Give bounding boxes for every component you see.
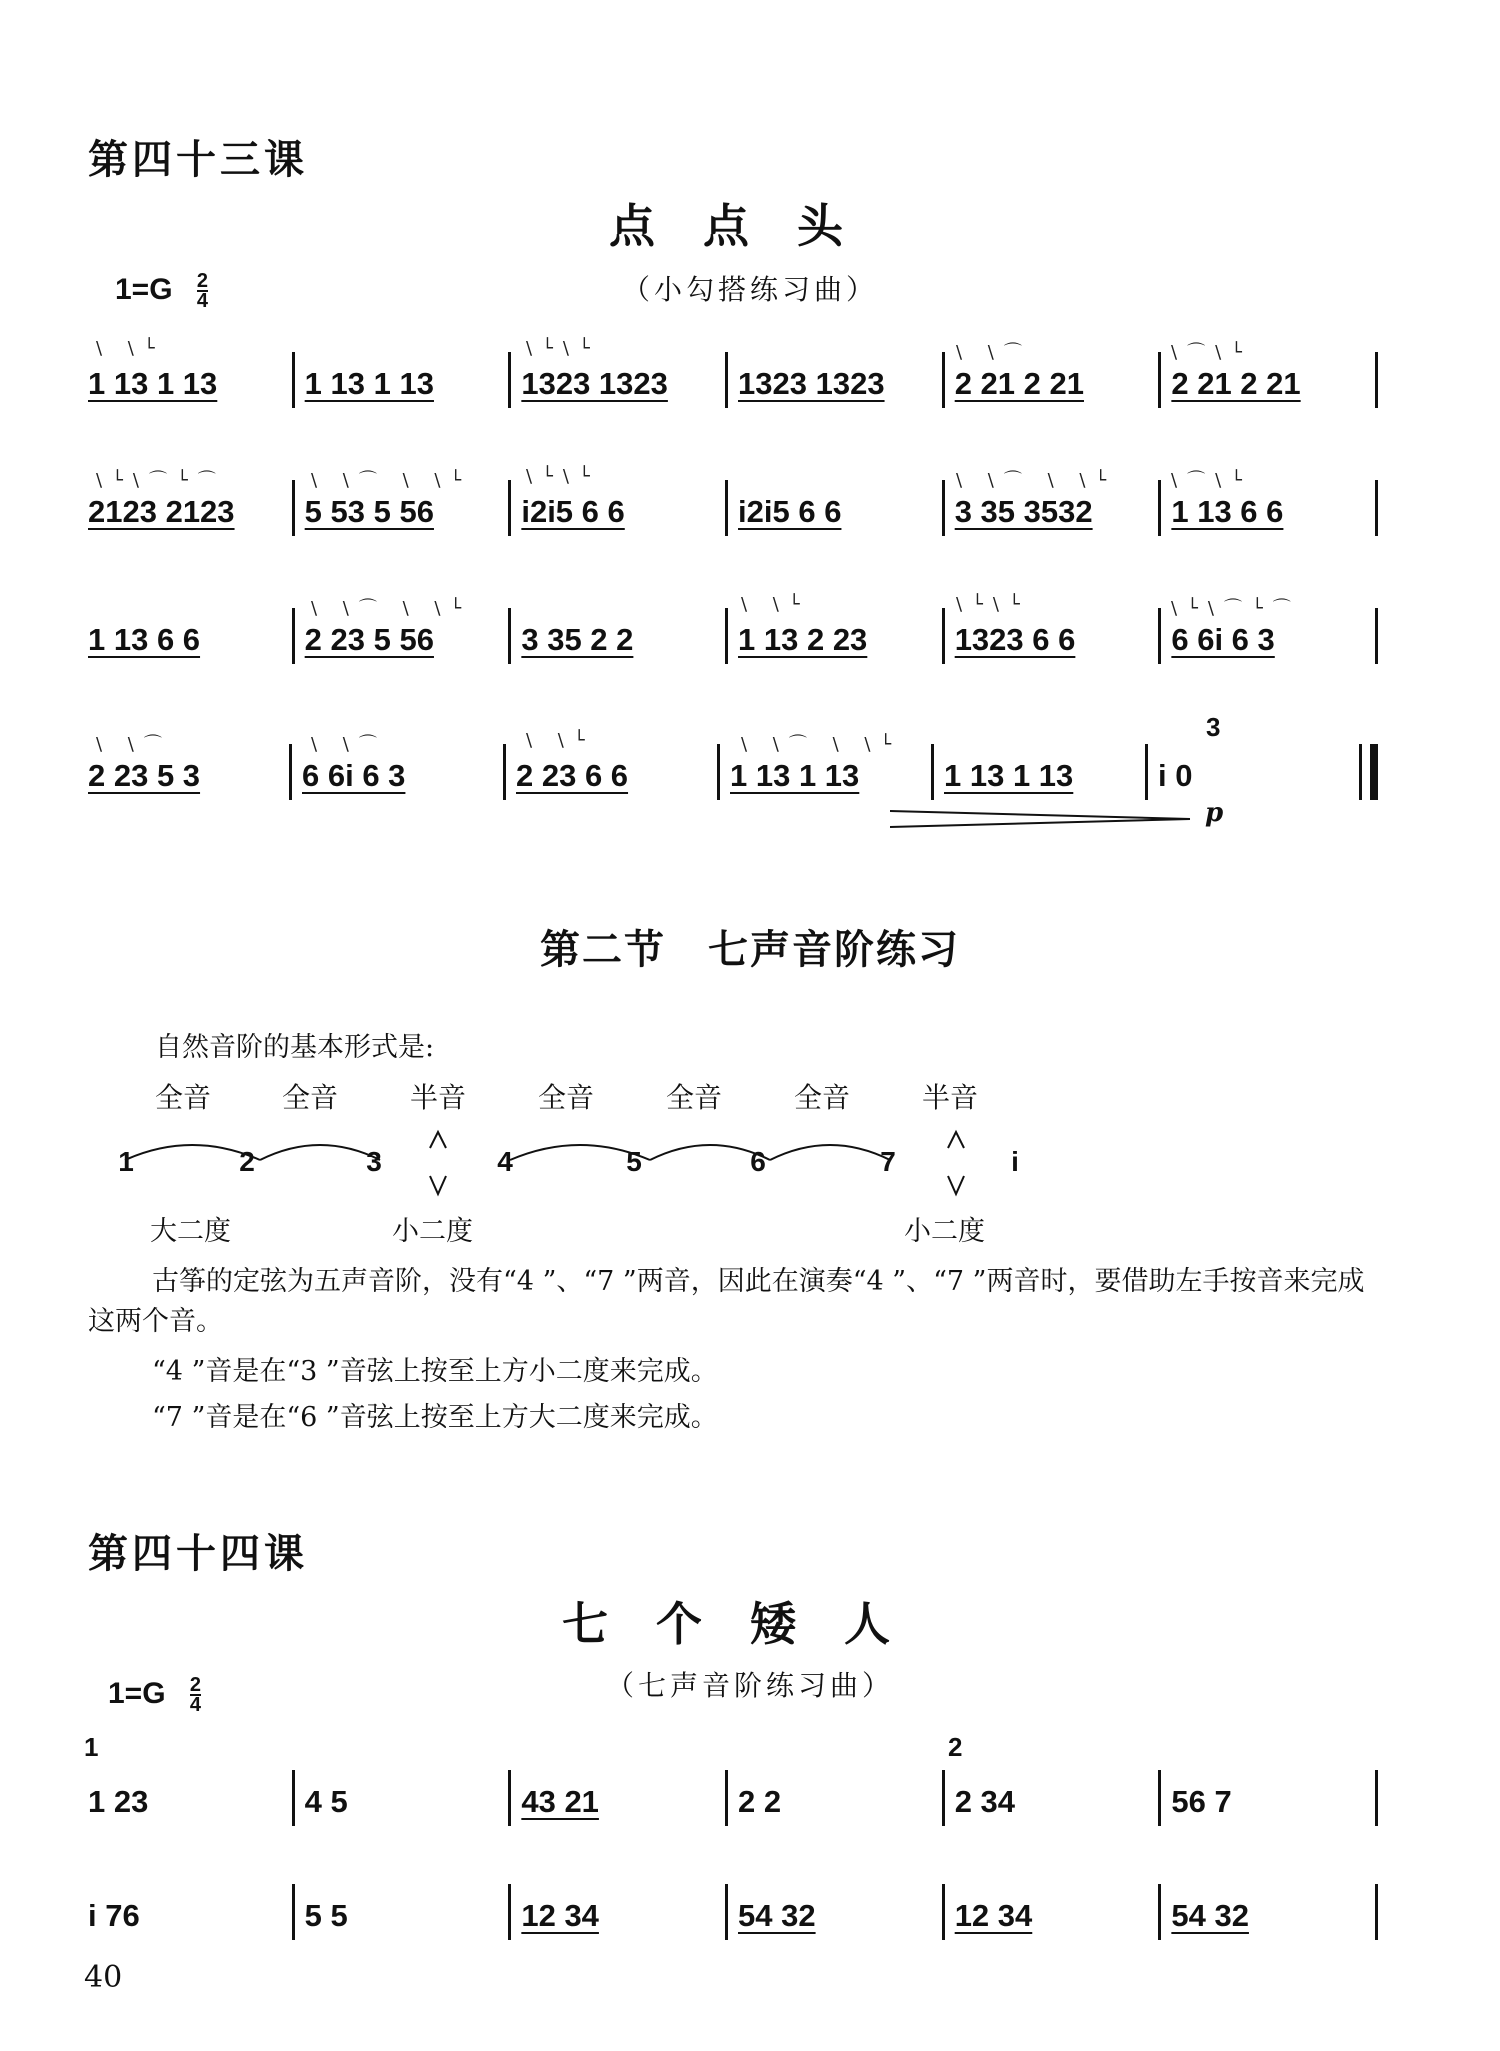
interval-minor-second: 小二度 [904,1216,985,1247]
scale-note: 5 [626,1146,642,1177]
score-row-6 [88,1880,1378,1940]
song-subtitle: （小勾搭练习曲） [621,273,878,306]
measure-notes: 56 7 [1171,1784,1232,1819]
fingering-mark: \ \⌒ \ \└ [311,598,472,619]
measure-notes: 3 35 2 2 [521,622,634,657]
measure-notes: 1 23 [88,1784,149,1819]
measure [725,608,942,664]
scale-intro: 自然音阶的基本形式是: [155,1032,435,1063]
measure-notes: 12 34 [521,1898,599,1933]
song-subtitle: （七声音阶练习曲） [605,1669,894,1702]
measure [1158,352,1375,408]
measure [292,1770,509,1826]
final-barline [1359,744,1378,800]
measure-notes: 2 2 [738,1784,782,1819]
measure-notes: 43 21 [521,1784,599,1819]
measure [942,352,1159,408]
interval-label: 全音 [665,1081,722,1114]
measure [88,608,292,664]
scale-note: 2 [239,1146,255,1177]
measure [88,1770,292,1826]
measure-notes: i2i5 6 6 [738,494,842,529]
measure [508,352,725,408]
fingering-mark: \ \└ [526,730,595,751]
measure [942,480,1159,536]
measure-notes: 2 21 2 21 [954,366,1084,401]
measure [931,744,1145,800]
measure-notes: 1 13 2 23 [738,622,868,657]
measure [289,744,503,800]
finger-number: 2 [948,1732,963,1762]
section-heading: 第二节 七声音阶练习 [540,927,960,973]
barline [1375,480,1378,536]
measure [1158,1884,1375,1940]
score-row-1 [88,348,1378,408]
song-title-qigeairen: 七个矮人 [562,1597,938,1651]
key-signature [108,1676,201,1714]
score-row-2 [88,476,1378,536]
measure-notes: 1 13 1 13 [730,758,860,793]
measure-notes: 54 32 [738,1898,816,1933]
fingering-mark: \ \⌒ [956,342,1032,363]
measure [725,352,942,408]
measure-notes: 4 5 [304,1784,348,1819]
measure [508,1770,725,1826]
measure-notes: 54 32 [1171,1898,1249,1933]
time-top: 2 [196,270,209,292]
measure [942,1770,1159,1826]
time-bottom: 4 [189,1694,202,1716]
measure [725,480,942,536]
interval-major-second: 大二度 [150,1216,231,1247]
scale-note: i [1011,1146,1019,1177]
interval-label: 半音 [921,1081,978,1114]
fingering-mark: \ \⌒ [311,734,387,755]
semitone-markers [420,1172,980,1202]
measure [1158,1770,1375,1826]
measure-notes: 1323 1323 [738,366,885,401]
time-bottom: 4 [196,290,209,312]
measure-notes: 1323 6 6 [954,622,1076,657]
fingering-mark: \└\⌒└⌒ [1171,598,1301,619]
scale-note: 7 [880,1146,896,1177]
fingering-mark: \└\└ [526,338,600,359]
interval-label: 全音 [793,1081,850,1114]
measure [1145,744,1359,800]
measure-notes: 2 34 [954,1784,1016,1819]
measure-notes: i 0 [1158,758,1193,793]
measure [88,480,292,536]
measure-notes: 2 23 6 6 [516,758,629,793]
barline [1375,608,1378,664]
time-signature [190,1676,201,1714]
key-label: 1=G [108,1676,166,1710]
barline [1375,1770,1378,1826]
measure-notes: 1323 1323 [521,366,668,401]
scale-note: 1 [118,1146,134,1177]
interval-labels [0,1076,1500,1116]
key-label: 1=G [115,272,173,306]
measure [725,1770,942,1826]
fingering-mark: \└\└ [956,594,1030,615]
measure-notes: 6 6i 6 3 [302,758,406,793]
song-title-diandiantou: 点点头 [609,199,891,253]
interval-label: 全音 [154,1081,211,1114]
measure-notes: 2 21 2 21 [1171,366,1301,401]
measure [88,1884,292,1940]
scale-note: 4 [497,1146,513,1177]
measure [508,1884,725,1940]
measure [292,480,509,536]
paragraph-2: “4 ”音是在“3 ”音弦上按至上方小二度来完成。 [152,1356,718,1387]
barline [1375,1884,1378,1940]
fingering-mark: \└\└ [526,466,600,487]
lesson-44-heading: 第四十四课 [88,1530,308,1577]
measure [717,744,931,800]
measure-notes: 12 34 [954,1898,1033,1933]
fingering-mark: \ \└ [741,594,810,615]
measure [1158,480,1375,536]
measure [942,608,1159,664]
time-signature [197,272,208,310]
scale-note: 3 [366,1146,382,1177]
measure-notes: i 76 [88,1898,140,1933]
interval-label: 半音 [409,1081,466,1114]
fingering-mark: \└\⌒└⌒ [96,470,226,491]
finger-number: 1 [84,1732,99,1762]
measure [942,1884,1159,1940]
measure-notes: 1 13 1 13 [88,366,218,401]
final-note-finger: 3 [1206,712,1221,742]
measure [503,744,717,800]
interval-label: 全音 [281,1081,338,1114]
measure [1158,608,1375,664]
measure-notes: 5 53 5 56 [304,494,434,529]
time-top: 2 [189,1674,202,1696]
measure-notes: 1 13 6 6 [1171,494,1284,529]
measure [88,744,289,800]
measure-notes: 2 23 5 56 [304,622,434,657]
page-number: 40 [84,1960,123,1995]
score-row-4 [88,740,1378,800]
measure-notes: 5 5 [304,1898,348,1933]
paragraph-3: “7 ”音是在“6 ”音弦上按至上方大二度来完成。 [152,1402,718,1433]
scale-note: 6 [750,1146,766,1177]
score-row-5 [88,1766,1378,1826]
fingering-mark: \ \⌒ [96,734,172,755]
measure [292,352,509,408]
fingering-mark: \ \⌒ \ \└ [311,470,472,491]
fingering-mark: \ \⌒ \ \└ [741,734,902,755]
paragraph-1: 古筝的定弦为五声音阶，没有“4 ”、“7 ”两音，因此在演奏“4 ”、“7 ”两音时，要借助左手按音来完成这两个音。 [88,1266,1365,1337]
measure-notes: 6 6i 6 3 [1171,622,1275,657]
measure [292,1884,509,1940]
measure-notes: 1 13 1 13 [304,366,434,401]
measure-notes: 1 13 6 6 [88,622,201,657]
measure-notes: 2123 2123 [88,494,235,529]
fingering-mark: \⌒\└ [1171,342,1252,363]
score-row-3 [88,604,1378,664]
fingering-mark: \ \└ [96,338,165,359]
measure-notes: 3 35 3532 [954,494,1093,529]
interval-minor-second: 小二度 [392,1216,473,1247]
fingering-mark: \ \⌒ \ \└ [956,470,1117,491]
measure-notes: i2i5 6 6 [521,494,625,529]
measure [508,608,725,664]
fingering-mark: \⌒\└ [1171,470,1252,491]
measure [292,608,509,664]
measure [508,480,725,536]
lesson-43-heading: 第四十三课 [88,136,308,183]
measure [88,352,292,408]
key-signature [115,272,208,310]
measure [725,1884,942,1940]
barline [1375,352,1378,408]
interval-label: 全音 [537,1081,594,1114]
measure-notes: 1 13 1 13 [944,758,1074,793]
measure-notes: 2 23 5 3 [88,758,201,793]
dynamic-piano: p [1205,798,1224,828]
decrescendo-hairpin [890,808,1200,830]
